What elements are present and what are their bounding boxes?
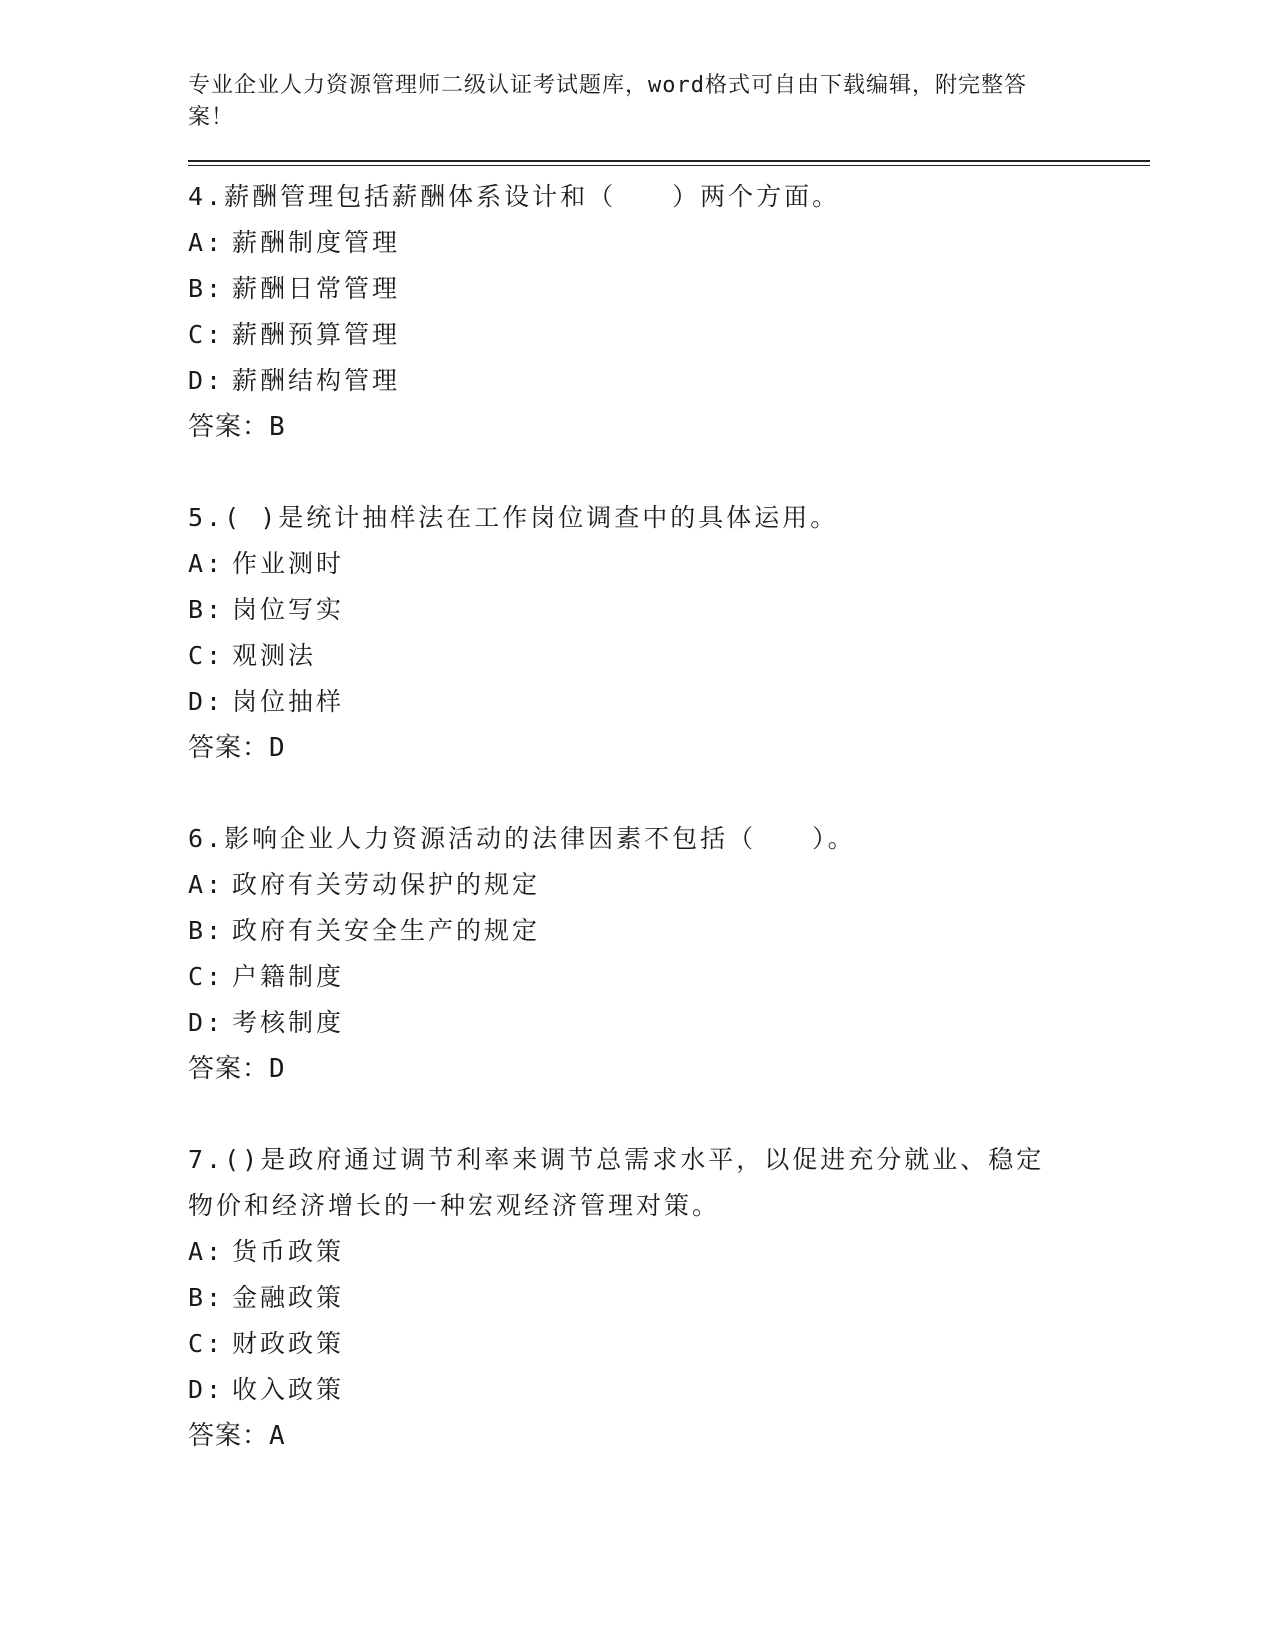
option-text: 观测法 [232, 641, 317, 670]
option-a [188, 1229, 1150, 1275]
option-text: 金融政策 [232, 1283, 345, 1312]
option-letter: A: [188, 228, 225, 257]
question-stem: 5.( )是统计抽样法在工作岗位调查中的具体运用。 [188, 503, 839, 532]
answer-value: D [269, 1054, 286, 1084]
option-text: 作业测时 [232, 549, 345, 578]
option-text: 薪酬日常管理 [232, 274, 401, 303]
option-d [188, 358, 1150, 404]
option-d [188, 679, 1150, 725]
option-text: 收入政策 [232, 1375, 345, 1404]
option-a [188, 220, 1150, 266]
option-text: 户籍制度 [232, 962, 345, 991]
option-a [188, 862, 1150, 908]
option-c [188, 633, 1150, 679]
option-letter: C: [188, 1329, 225, 1358]
option-text: 财政政策 [232, 1329, 345, 1358]
option-text: 岗位抽样 [232, 687, 345, 716]
option-b [188, 908, 1150, 954]
answer-label: 答案： [188, 1421, 270, 1451]
option-letter: D: [188, 1008, 225, 1037]
option-letter: D: [188, 1375, 225, 1404]
option-text: 薪酬制度管理 [232, 228, 401, 257]
option-b [188, 1275, 1150, 1321]
answer-value: B [269, 412, 286, 442]
header-divider [188, 160, 1150, 166]
question-block [188, 816, 1150, 1092]
option-letter: C: [188, 641, 225, 670]
option-text: 政府有关安全生产的规定 [232, 916, 541, 945]
question-stem: 6.影响企业人力资源活动的法律因素不包括（ ）。 [188, 824, 856, 853]
question-stem: 4.薪酬管理包括薪酬体系设计和（ ）两个方面。 [188, 182, 841, 211]
answer-line [188, 1413, 1150, 1459]
option-letter: B: [188, 1283, 225, 1312]
option-text: 货币政策 [232, 1237, 345, 1266]
option-letter: A: [188, 870, 225, 899]
option-text: 薪酬结构管理 [232, 366, 401, 395]
question-stem: 7.()是政府通过调节利率来调节总需求水平，以促进充分就业、稳定物价和经济增长的一种宏观经济管理对策。 [188, 1145, 1045, 1220]
spacer [188, 771, 1150, 816]
option-a [188, 541, 1150, 587]
option-text: 薪酬预算管理 [232, 320, 401, 349]
option-letter: B: [188, 595, 225, 624]
question-block [188, 1137, 1150, 1459]
option-letter: C: [188, 320, 225, 349]
document-page [188, 70, 1150, 1459]
answer-line [188, 725, 1150, 771]
question-block [188, 495, 1150, 771]
option-letter: C: [188, 962, 225, 991]
option-letter: B: [188, 916, 225, 945]
answer-label: 答案： [188, 412, 270, 442]
option-d [188, 1367, 1150, 1413]
answer-label: 答案： [188, 1054, 270, 1084]
question-block [188, 174, 1150, 450]
option-text: 政府有关劳动保护的规定 [232, 870, 541, 899]
option-d [188, 1000, 1150, 1046]
option-letter: D: [188, 687, 225, 716]
option-b [188, 587, 1150, 633]
spacer [188, 1092, 1150, 1137]
document-header: 专业企业人力资源管理师二级认证考试题库，word格式可自由下载编辑，附完整答案！ [188, 73, 1027, 130]
option-c [188, 312, 1150, 358]
option-text: 岗位写实 [232, 595, 345, 624]
option-letter: B: [188, 274, 225, 303]
answer-value: D [269, 733, 286, 763]
answer-line [188, 404, 1150, 450]
option-c [188, 1321, 1150, 1367]
answer-line [188, 1046, 1150, 1092]
option-b [188, 266, 1150, 312]
answer-label: 答案： [188, 733, 270, 763]
option-text: 考核制度 [232, 1008, 345, 1037]
option-c [188, 954, 1150, 1000]
answer-value: A [269, 1421, 286, 1451]
option-letter: A: [188, 549, 225, 578]
spacer [188, 450, 1150, 495]
option-letter: A: [188, 1237, 225, 1266]
option-letter: D: [188, 366, 225, 395]
